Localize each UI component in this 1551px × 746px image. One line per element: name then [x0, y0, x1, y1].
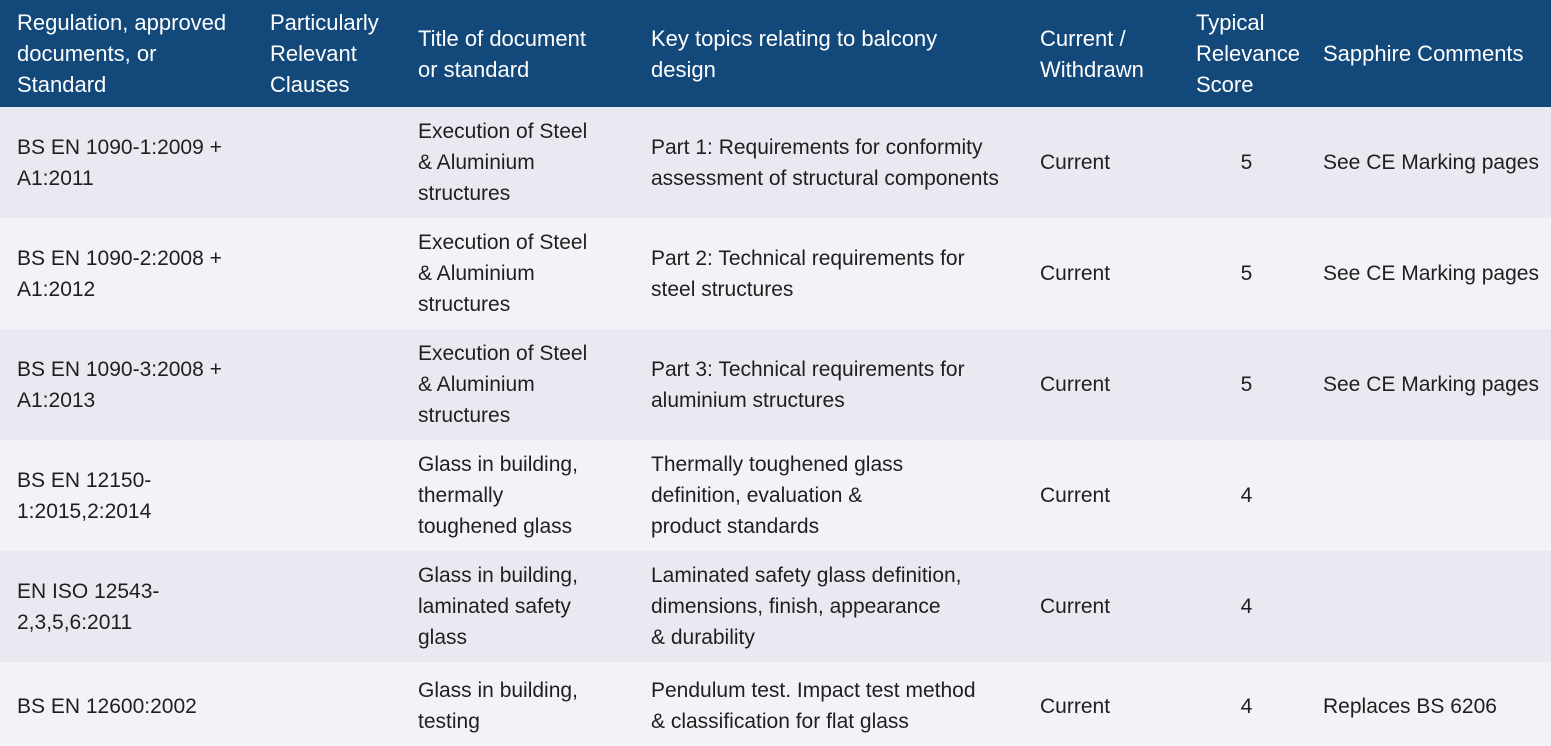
- cell-status: Current: [1040, 595, 1111, 618]
- cell-clauses: [253, 551, 401, 662]
- cell-score: 5: [1240, 151, 1253, 174]
- cell-title: Glass in building, thermally toughened glass: [418, 453, 578, 538]
- cell-topics: Laminated safety glass definition, dimensions, finish, appearance & durability: [651, 564, 962, 649]
- cell-title: Execution of Steel & Aluminium structures: [418, 342, 588, 427]
- cell-clauses: [253, 218, 401, 329]
- header-row: [0, 0, 1551, 107]
- cell-standard: BS EN 12150- 1:2015,2:2014: [17, 468, 152, 523]
- cell-standard: EN ISO 12543- 2,3,5,6:2011: [17, 579, 160, 634]
- cell-comments: See CE Marking pages: [1323, 262, 1539, 285]
- cell-score: 4: [1240, 595, 1253, 618]
- header-topics: Key topics relating to balcony design: [651, 25, 938, 82]
- table-row: [0, 218, 1551, 329]
- cell-comments: See CE Marking pages: [1323, 151, 1539, 174]
- table-row: [0, 107, 1551, 218]
- cell-status: Current: [1040, 262, 1111, 285]
- header-comments: Sapphire Comments: [1323, 41, 1524, 66]
- cell-title: Glass in building, testing: [418, 679, 578, 733]
- cell-comments: Replaces BS 6206: [1323, 694, 1497, 718]
- cell-comments: [1315, 440, 1551, 551]
- header-standard: Regulation, approved documents, or Standard: [17, 10, 227, 97]
- header-score: Typical Relevance Score: [1196, 10, 1300, 97]
- cell-topics: Pendulum test. Impact test method & classification for flat glass: [651, 679, 976, 733]
- cell-standard: BS EN 1090-1:2009 + A1:2011: [17, 135, 222, 190]
- header-status: Current / Withdrawn: [1040, 25, 1144, 82]
- header-clauses: Particularly Relevant Clauses: [270, 10, 379, 97]
- cell-status: Current: [1040, 484, 1111, 507]
- table-row: [0, 551, 1551, 662]
- cell-status: Current: [1040, 373, 1111, 396]
- cell-topics: Thermally toughened glass definition, evaluation & product standards: [651, 453, 904, 538]
- cell-score: 4: [1240, 484, 1253, 507]
- cell-topics: Part 1: Requirements for conformity assessment of structural components: [651, 135, 999, 190]
- cell-standard: BS EN 1090-2:2008 + A1:2012: [17, 246, 222, 301]
- cell-topics: Part 2: Technical requirements for steel structures: [651, 246, 965, 301]
- cell-clauses: [253, 662, 401, 746]
- cell-clauses: [253, 107, 401, 218]
- cell-comments: [1315, 551, 1551, 662]
- cell-score: 5: [1240, 373, 1253, 396]
- cell-clauses: [253, 440, 401, 551]
- cell-standard: BS EN 1090-3:2008 + A1:2013: [17, 357, 222, 412]
- cell-topics: Part 3: Technical requirements for aluminium structures: [651, 357, 965, 412]
- table-row: [0, 440, 1551, 551]
- table-row: [0, 662, 1551, 746]
- cell-title: Glass in building, laminated safety glass: [418, 564, 578, 649]
- cell-standard: BS EN 12600:2002: [17, 694, 197, 718]
- cell-comments: See CE Marking pages: [1323, 373, 1539, 396]
- table-header: [0, 0, 1551, 107]
- header-title: Title of document or standard: [418, 25, 586, 82]
- cell-score: 5: [1240, 262, 1253, 285]
- table-row: [0, 329, 1551, 440]
- cell-score: 4: [1240, 694, 1253, 718]
- table-body: [0, 107, 1551, 746]
- cell-title: Execution of Steel & Aluminium structures: [418, 231, 588, 316]
- cell-status: Current: [1040, 151, 1111, 174]
- cell-status: Current: [1040, 694, 1111, 718]
- cell-title: Execution of Steel & Aluminium structures: [418, 120, 588, 205]
- cell-clauses: [253, 329, 401, 440]
